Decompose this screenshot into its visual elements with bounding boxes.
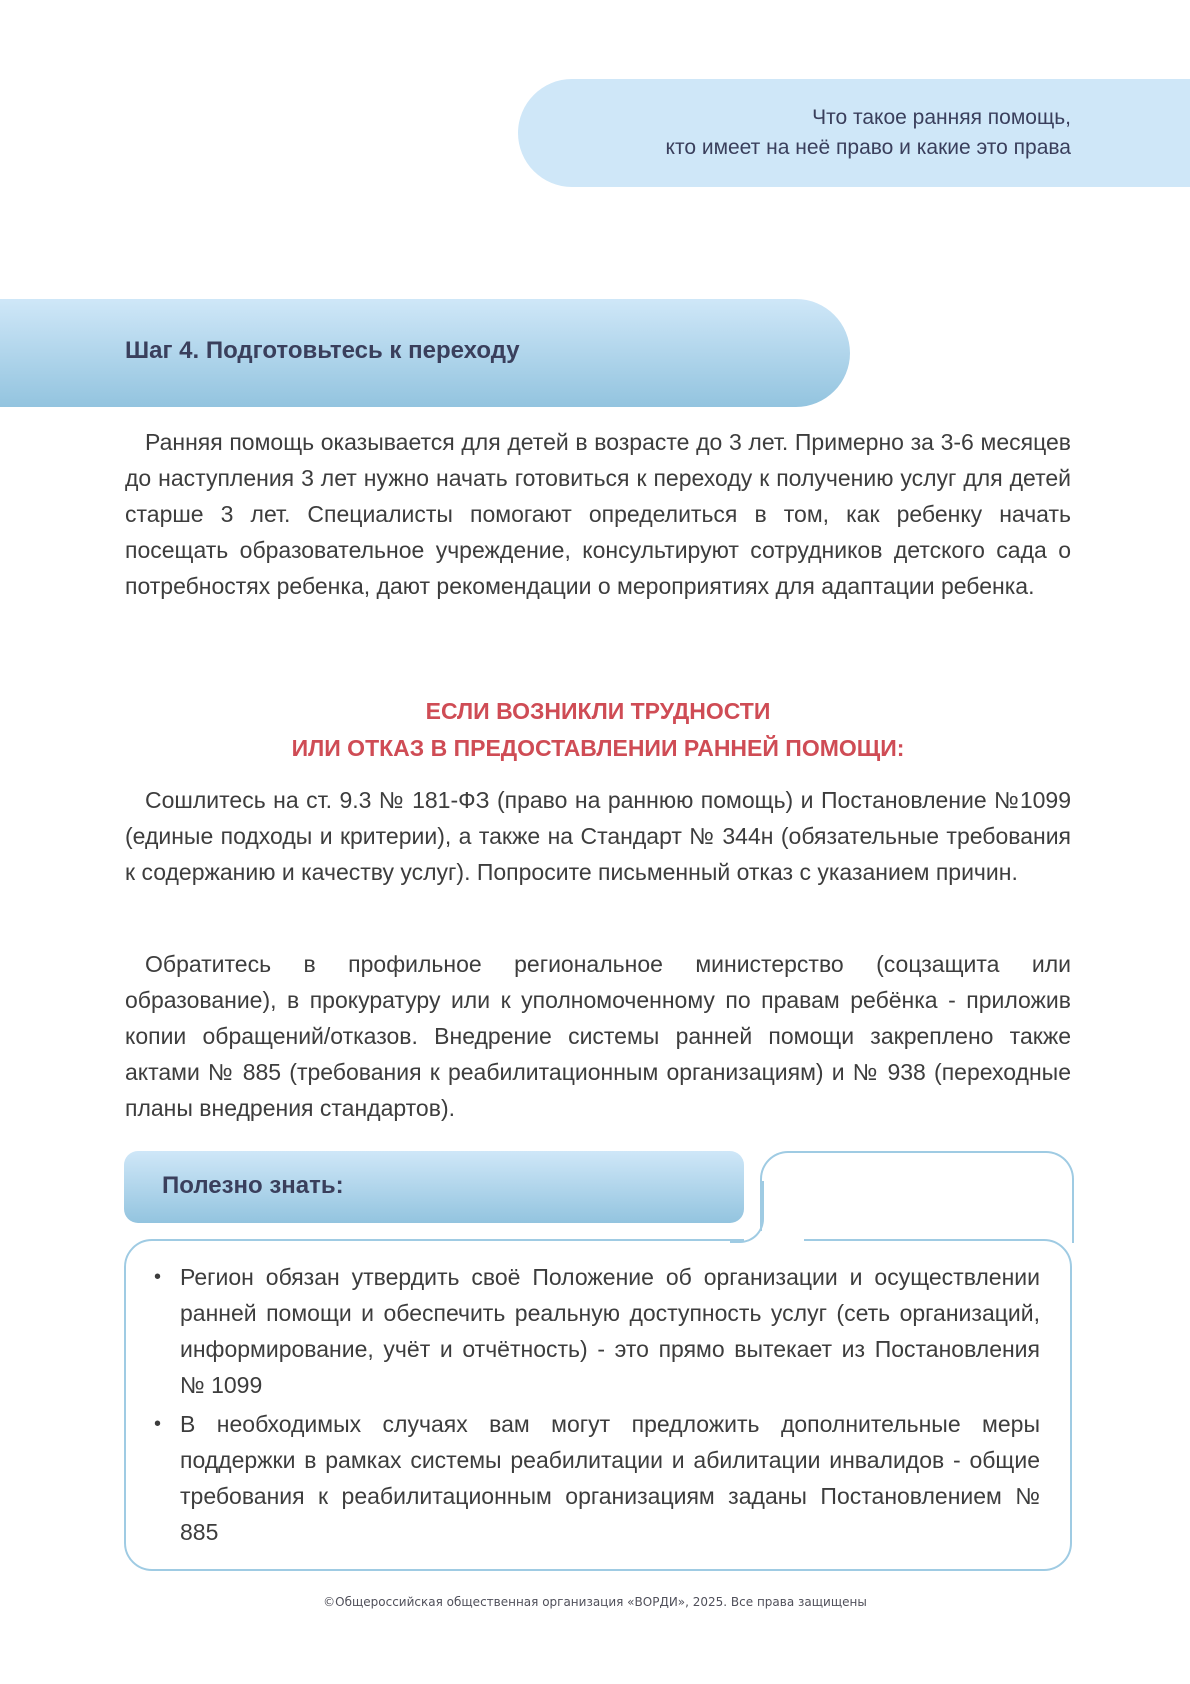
list-item-text: В необходимых случаях вам могут предложить дополнительные меры поддержки в рамках системы реабилитации и абилитации инвалидов - общие требования к реабилитационным организациям заданы Постановлением № 885	[180, 1411, 1040, 1545]
bullet-icon: •	[154, 1413, 162, 1435]
difficulties-heading	[125, 693, 1071, 767]
section-title-line1: Что такое ранняя помощь,	[812, 106, 1071, 129]
section-header-tab	[518, 79, 1190, 187]
useful-list	[154, 1259, 1040, 1553]
list-item	[154, 1406, 1040, 1550]
useful-label: Полезно знать:	[162, 1172, 344, 1199]
useful-label-bar	[124, 1151, 744, 1223]
info-frame-top	[760, 1151, 1074, 1243]
step-banner	[0, 299, 850, 407]
intro-paragraph: Ранняя помощь оказывается для детей в возрасте до 3 лет. Примерно за 3-6 месяцев до наступления 3 лет нужно начать готовиться к переходу к получению услуг для детей старше 3 лет. Специалисты помогают определиться в том, как ребенку начать посещать образовательное учреждение, консультируют сотрудников детского сада о потребностях ребенка, дают рекомендации о мероприятиях для адаптации ребенка.	[125, 429, 1071, 599]
step-title: Шаг 4. Подготовьтесь к переходу	[125, 337, 520, 364]
bullet-icon: •	[154, 1266, 162, 1288]
difficulties-paragraph-1: Сошлитесь на ст. 9.3 № 181-ФЗ (право на раннюю помощь) и Постановление №1099 (единые подходы и критерии), а также на Стандарт № 344н (обязательные требования к содержанию и качеству услуг). Попросите письменный отказ с указанием причин.	[125, 787, 1071, 885]
difficulties-paragraph-2: Обратитесь в профильное региональное министерство (соцзащита или образование), в прокуратуру или к уполномоченному по правам ребёнка - приложив копии обращений/отказов. Внедрение системы ранней помощи закреплено также актами № 885 (требования к реабилитационным организациям) и № 938 (переходные планы внедрения стандартов).	[125, 951, 1071, 1121]
section-title-line2: кто имеет на неё право и какие это права	[665, 136, 1071, 159]
difficulties-heading-line2: ИЛИ ОТКАЗ В ПРЕДОСТАВЛЕНИИ РАННЕЙ ПОМОЩИ:	[291, 735, 905, 761]
list-item	[154, 1259, 1040, 1403]
useful-info-box	[124, 1151, 1072, 1571]
footer-copyright: ©Общероссийская общественная организация «ВОРДИ», 2025. Все права защищены	[323, 1595, 867, 1609]
section-title	[666, 103, 1071, 163]
list-item-text: Регион обязан утвердить своё Положение об организации и осуществлении ранней помощи и обеспечить реальную доступность услуг (сеть организаций, информирование, учёт и отчётность) - это прямо вытекает из Постановления № 1099	[180, 1264, 1040, 1398]
difficulties-heading-line1: ЕСЛИ ВОЗНИКЛИ ТРУДНОСТИ	[425, 698, 771, 724]
